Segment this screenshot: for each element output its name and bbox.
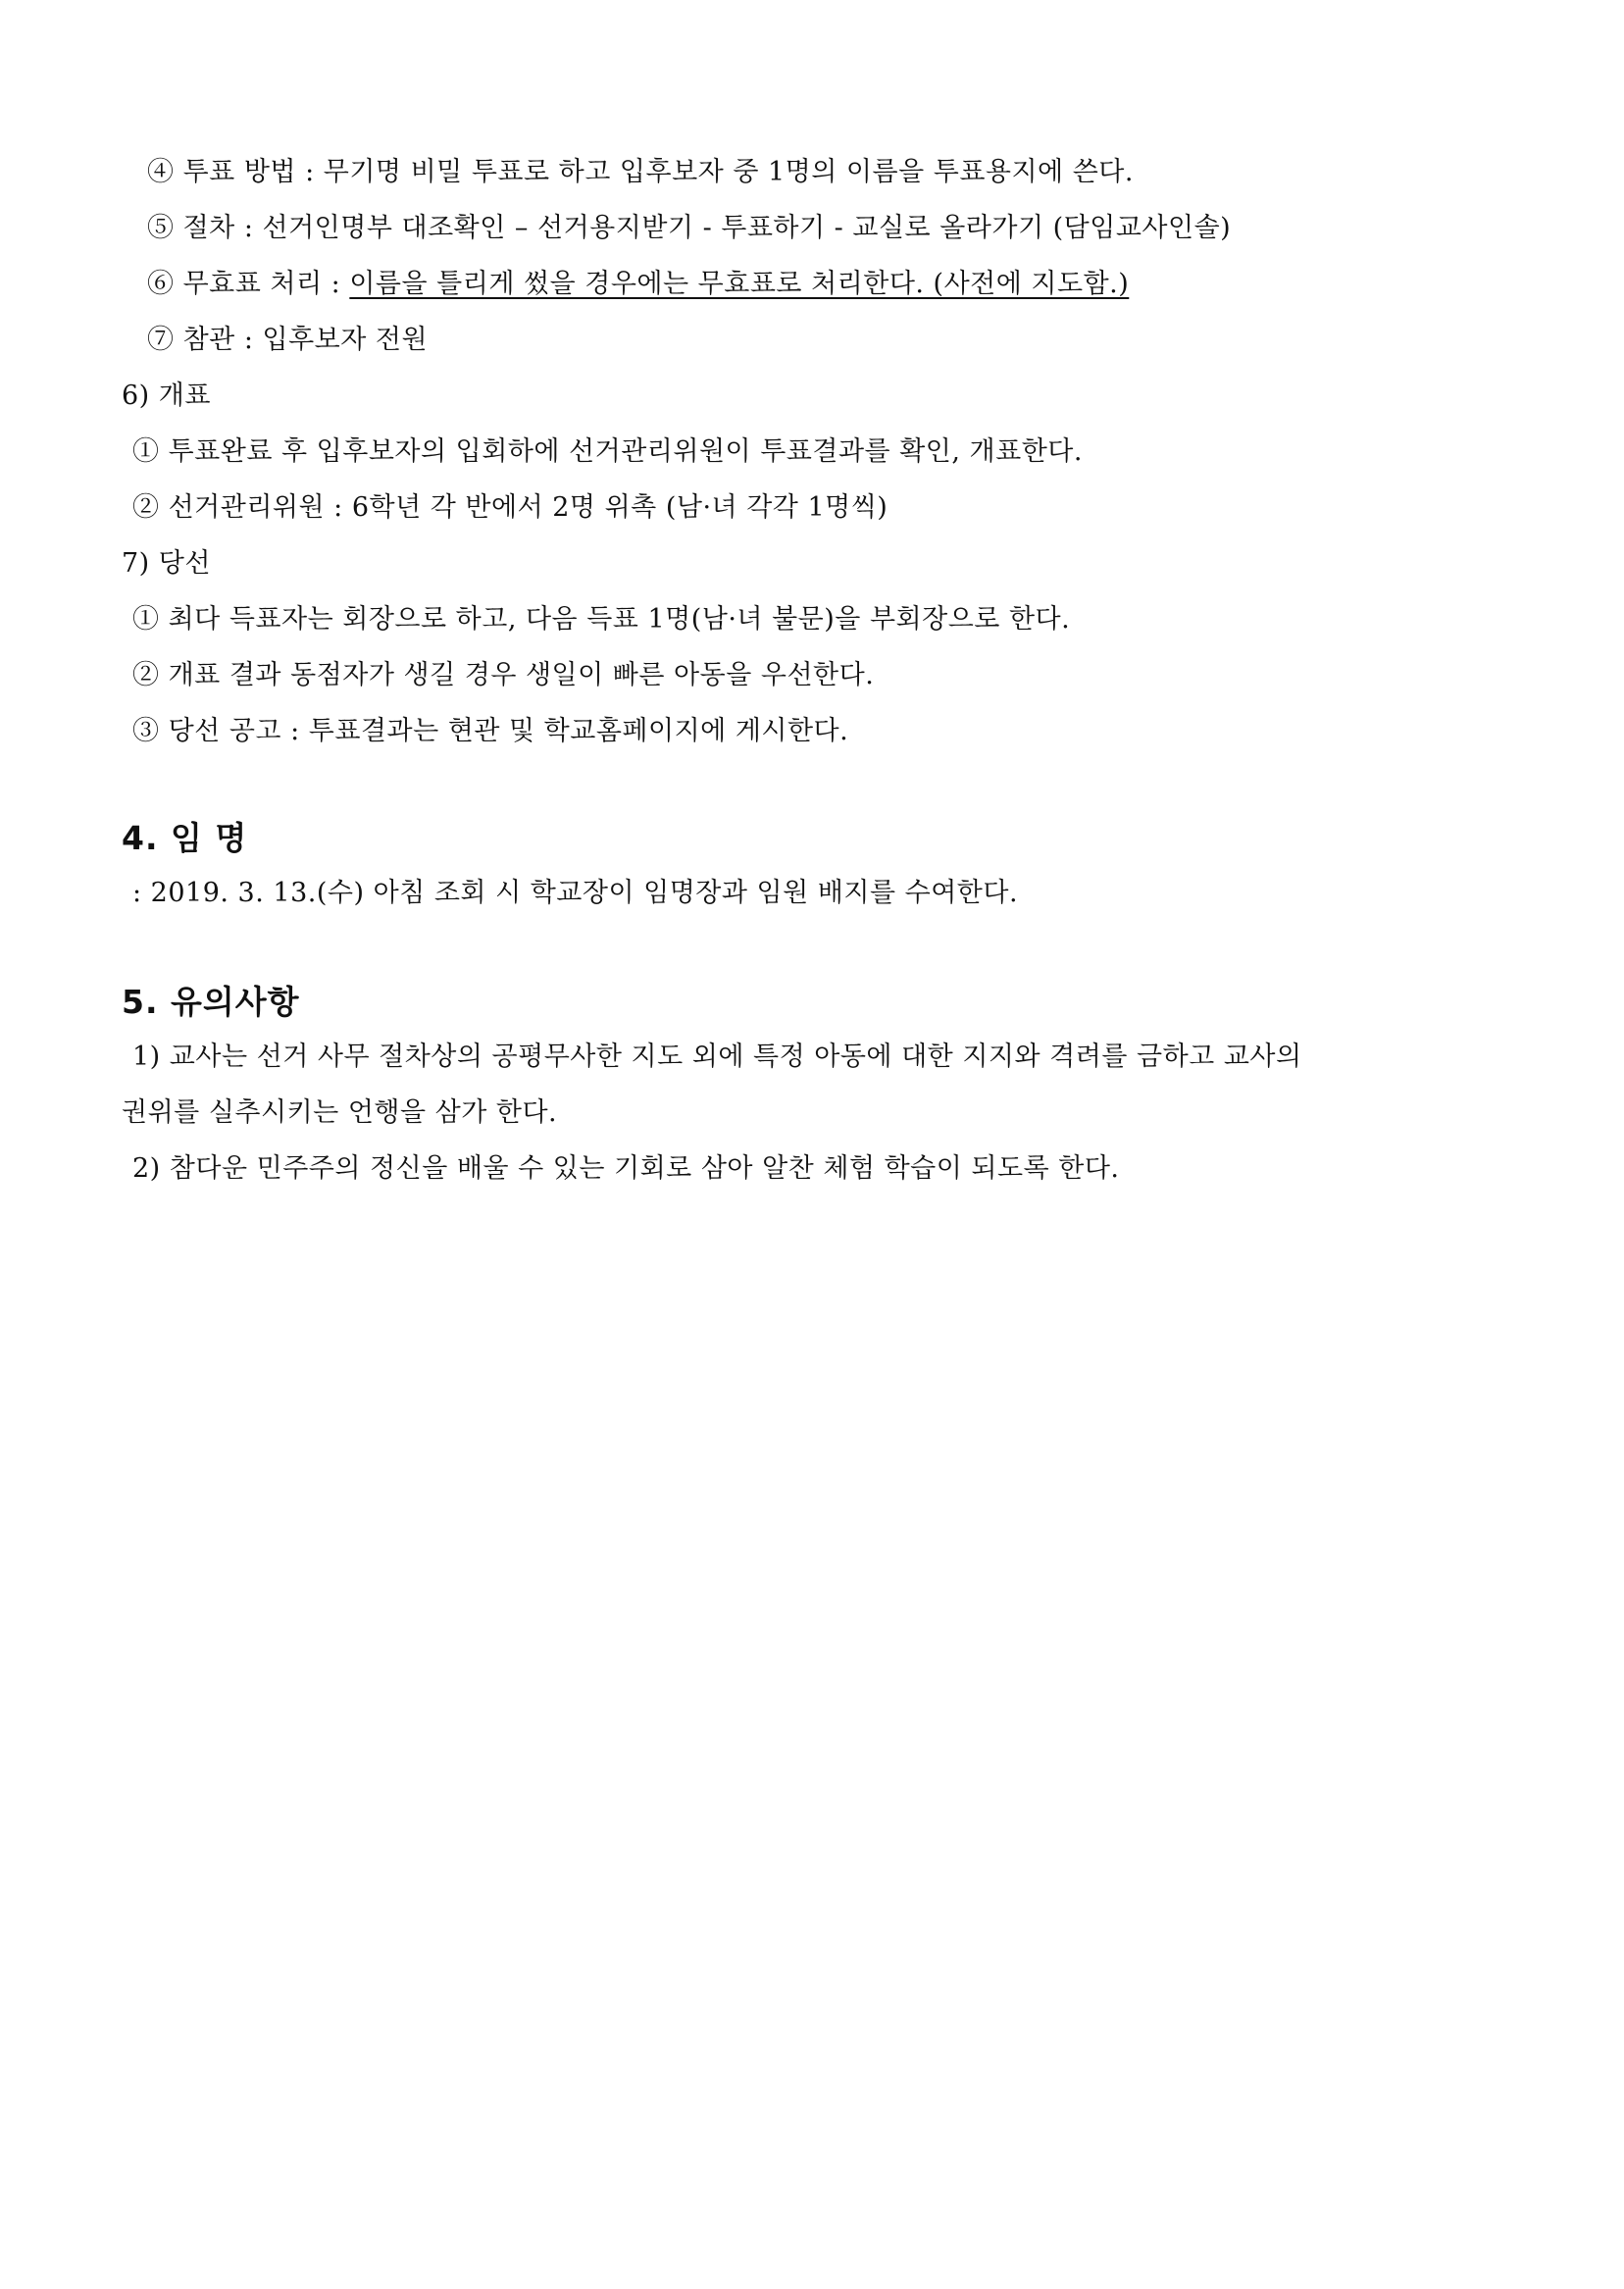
voting-method-item: ④ 투표 방법 : 무기명 비밀 투표로 하고 입후보자 중 1명의 이름을 투표용지에 쓴다. — [147, 157, 1134, 187]
notes-heading: 5. 유의사항 — [122, 983, 300, 1021]
invalid-vote-item — [147, 267, 1129, 302]
notes-item-1-line-2: 권위를 실추시키는 언행을 삼가 한다. — [122, 1097, 558, 1128]
invalid-vote-label: ⑥ 무효표 처리 : — [147, 269, 350, 299]
notes-item-1-line-1: 1) 교사는 선거 사무 절차상의 공평무사한 지도 외에 특정 아동에 대한 지지와 격려를 금하고 교사의 — [132, 1042, 1302, 1072]
election-item-3: ③ 당선 공고 : 투표결과는 현관 및 학교홈페이지에 게시한다. — [132, 716, 849, 746]
invalid-vote-text: 이름을 틀리게 썼을 경우에는 무효표로 처리한다. (사전에 지도함.) — [349, 269, 1130, 299]
election-heading: 7) 당선 — [122, 548, 211, 579]
appointment-heading: 4. 임 명 — [122, 819, 248, 857]
voting-procedure-item: ⑤ 절차 : 선거인명부 대조확인 – 선거용지받기 - 투표하기 - 교실로 올라가기 (담임교사인솔) — [147, 213, 1232, 243]
counting-item-1: ① 투표완료 후 입후보자의 입회하에 선거관리위원이 투표결과를 확인, 개표한다. — [132, 436, 1083, 467]
appointment-text: : 2019. 3. 13.(수) 아침 조회 시 학교장이 임명장과 임원 배지를 수여한다. — [132, 878, 1019, 908]
counting-item-2: ② 선거관리위원 : 6학년 각 반에서 2명 위촉 (남·녀 각각 1명씩) — [132, 492, 888, 523]
counting-heading: 6) 개표 — [122, 381, 211, 411]
election-item-2: ② 개표 결과 동점자가 생길 경우 생일이 빠른 아동을 우선한다. — [132, 660, 875, 690]
election-item-1: ① 최다 득표자는 회장으로 하고, 다음 득표 1명(남·녀 불문)을 부회장으로 한다. — [132, 604, 1071, 635]
observer-item: ⑦ 참관 : 입후보자 전원 — [147, 325, 429, 355]
notes-item-2: 2) 참다운 민주주의 정신을 배울 수 있는 기회로 삼아 알찬 체험 학습이 되도록 한다. — [132, 1153, 1120, 1184]
